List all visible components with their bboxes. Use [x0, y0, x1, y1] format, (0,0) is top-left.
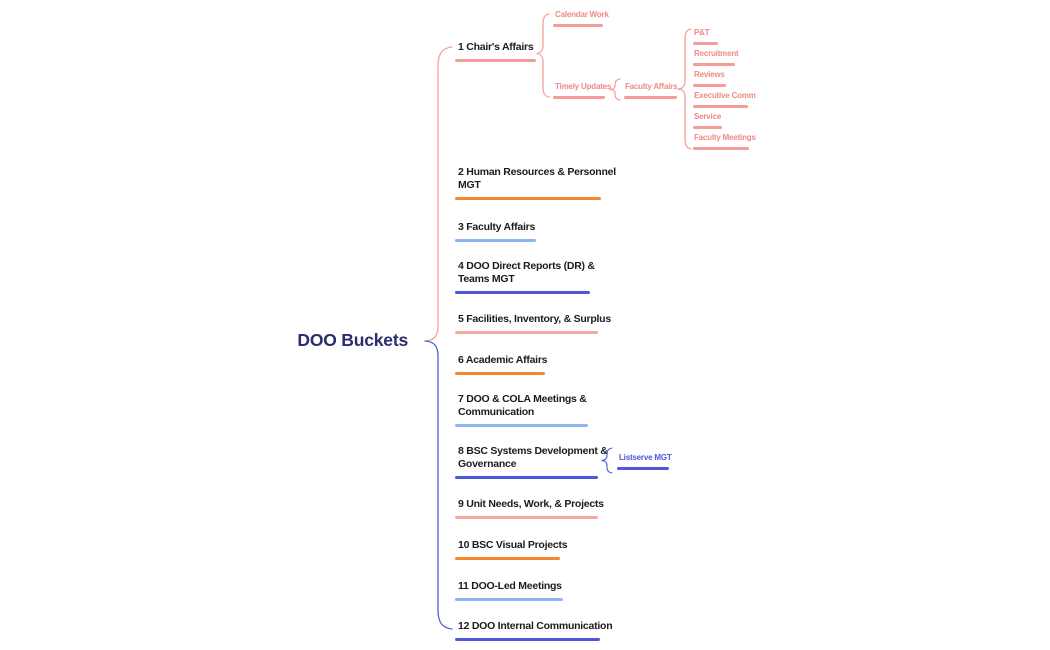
branch-underline — [455, 291, 590, 294]
branch-hr-personnel[interactable] — [458, 166, 628, 192]
subnode-underline — [693, 147, 749, 150]
branch-label-line1: 2 Human Resources & Personnel — [458, 166, 616, 178]
branch-underline — [455, 516, 598, 519]
subnode-underline — [693, 84, 726, 87]
branch-doo-direct-reports[interactable] — [458, 260, 628, 286]
subnode-underline — [553, 96, 605, 99]
branch-underline — [455, 372, 545, 375]
subnode-underline — [693, 63, 735, 66]
branch-underline — [455, 59, 536, 62]
branch-underline — [455, 598, 563, 601]
branch-label-line1: 7 DOO & COLA Meetings & — [458, 393, 587, 405]
branch-unit-needs[interactable] — [458, 498, 628, 511]
node-faculty-meetings[interactable]: Faculty Meetings — [694, 133, 756, 142]
chairs-affairs-brace — [537, 14, 550, 97]
root-node[interactable]: DOO Buckets — [297, 330, 408, 350]
branch-bsc-systems[interactable] — [458, 445, 628, 471]
branch-label: 10 BSC Visual Projects — [458, 539, 568, 551]
branch-label-line1: 4 DOO Direct Reports (DR) & — [458, 260, 595, 272]
faculty-affairs-brace — [678, 29, 692, 149]
branch-underline — [455, 331, 598, 334]
branch-underline — [455, 557, 560, 560]
node-executive-comm[interactable]: Executive Comm — [694, 91, 756, 100]
node-listserve-mgt[interactable]: Listserve MGT — [619, 453, 672, 462]
node-pt[interactable]: P&T — [694, 28, 710, 37]
branch-label-line2: Governance — [458, 458, 517, 470]
node-reviews[interactable]: Reviews — [694, 70, 725, 79]
branch-underline — [455, 476, 598, 479]
branch-chairs-affairs[interactable] — [458, 41, 628, 54]
branch-label: 9 Unit Needs, Work, & Projects — [458, 498, 604, 510]
node-calendar-work[interactable]: Calendar Work — [555, 10, 609, 19]
branch-underline — [455, 239, 536, 242]
node-timely-updates[interactable]: Timely Updates — [555, 82, 612, 91]
branch-doo-internal-comm[interactable] — [458, 620, 628, 633]
branch-label-line2: Teams MGT — [458, 273, 515, 285]
branch-underline — [455, 197, 601, 200]
branch-label-line2: Communication — [458, 406, 535, 418]
branch-label: 3 Faculty Affairs — [458, 221, 536, 233]
branch-label: 11 DOO-Led Meetings — [458, 580, 562, 592]
root-brace-lower — [425, 341, 452, 629]
branch-facilities-inventory[interactable] — [458, 313, 628, 326]
subnode-underline — [693, 126, 722, 129]
branch-label: 6 Academic Affairs — [458, 354, 548, 366]
branch-label-line1: 8 BSC Systems Development & — [458, 445, 608, 457]
branch-underline — [455, 424, 588, 427]
branch-bsc-visual-projects[interactable] — [458, 539, 628, 552]
branch-label: 1 Chair's Affairs — [458, 41, 534, 53]
branch-doo-led-meetings[interactable] — [458, 580, 628, 593]
branch-academic-affairs[interactable] — [458, 354, 628, 367]
node-service[interactable]: Service — [694, 112, 722, 121]
node-faculty-affairs-sub[interactable]: Faculty Affairs — [625, 82, 678, 91]
root-brace-upper — [425, 47, 452, 341]
branch-faculty-affairs[interactable] — [458, 221, 628, 234]
subnode-underline — [693, 42, 718, 45]
branch-label: 12 DOO Internal Communication — [458, 620, 613, 632]
branch-label: 5 Facilities, Inventory, & Surplus — [458, 313, 611, 325]
branch-underline — [455, 638, 600, 641]
subnode-underline — [624, 96, 677, 99]
subnode-underline — [693, 105, 748, 108]
subnode-underline — [553, 24, 603, 27]
node-recruitment[interactable]: Recruitment — [694, 49, 739, 58]
branch-label-line2: MGT — [458, 179, 481, 191]
subnode-underline — [617, 467, 669, 470]
branch-doo-cola-meetings[interactable] — [458, 393, 628, 419]
